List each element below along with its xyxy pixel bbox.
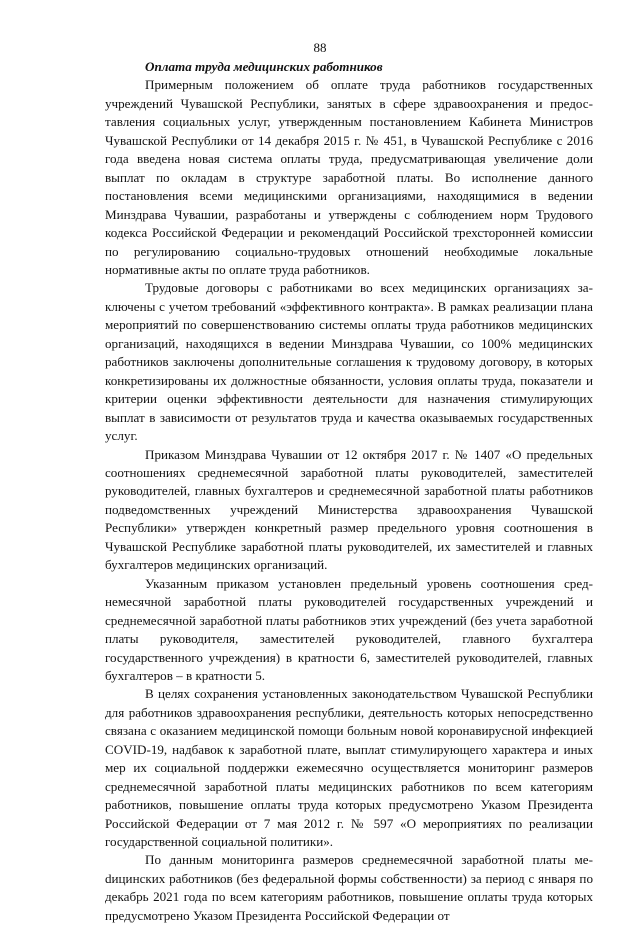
page-content [105,58,593,925]
page-number: 88 [313,40,327,55]
paragraph-4: Указанным приказом установлен предельный уровень соотношения среднемесячной заработной платы руководителей государственных учреждений и среднемесячной заработной платы работников этих учреждений (без учета заработной платы руководителя, заместителей руководителей, главного бухгалтера государственного учреждения) в кратности 6, заместителей руководителей, главных бухгалтеров – в кратности 5. [105,575,593,683]
paragraph-1: Примерным положением об оплате труда работников государственных учреждений Чувашской Республики, занятых в сфере здравоохранения и предоставления социальных услуг, утвержденным постановлением Кабинета Министров Чувашской Республики от 14 декабря 2015 г. № 451, в Чувашской Республике с 2016 года введена новая система оплаты труда, предусматривающая увеличение доли выплат по окладам в структуре заработной платы. Во исполнение данного постановления всеми медицинскими организациями, находящимися в ведении Минздрава Чувашии, разработаны и утверждены с соблюдением норм Трудового кодекса Российской Федерации и рекомендаций Российской трехсторонней комиссии по регулированию социально-трудовых отношений необходимые локальные нормативные акты по оплате труда работников. [105,77,593,277]
paragraph-6: По данным мониторинга размеров среднемесячной заработной платы меdицинских работников (без федеральной формы собственности) за период с января по декабрь 2021 года по всем категориям работников, повышение оплаты труда которых предусмотрено Указом Президента Российской Федерации от [105,852,593,923]
paragraph-5: В целях сохранения установленных законодательством Чувашской Республики для работников здравоохранения республики, деятельность которых непосредственно связана с оказанием медицинской помощи больным новой коронавирусной инфекцией COVID-19, надбавок к заработной плате, выплат стимулирующего характера и иных мер их социальной поддержки ежемесячно осуществляется мониторинг размеров среднемесячной заработной платы медицинских работников по всем категориям работников, повышение оплаты труда которых предусмотрено Указом Президента Российской Федерации от 7 мая 2012 г. № 597 «О мероприятиях по реализации государственной социальной политики». [105,686,593,850]
paragraph-2: Трудовые договоры с работниками во всех медицинских организациях заключены с учетом требований «эффективного контракта». В рамках реализации плана мероприятий по совершенствованию системы оплаты труда работников медицинских организаций, находящихся в ведении Минздрава Чувашии, со 100% медицинских работников заключены дополнительные соглашения к трудовому договору, в которых конкретизированы их должностные обязанности, условия оплаты труда, показатели и критерии оценки эффективности деятельности для назначения стимулирующих выплат в зависимости от результатов труда и качества оказываемых государственных услуг. [105,280,593,444]
section-heading: Оплата труда медицинских работников [145,59,383,74]
paragraph-3: Приказом Минздрава Чувашии от 12 октября 2017 г. № 1407 «О предельных соотношениях среднемесячной заработной платы руководителей, заместителей руководителей, главных бухгалтеров и среднемесячной заработной платы работников подведомственных учреждений Министерства здравоохранения Чувашской Республики» утвержден конкретный размер предельного уровня соотношения в Чувашской Республике заработной платы руководителей, их заместителей и главных бухгалтеров медицинских организаций. [105,446,593,573]
